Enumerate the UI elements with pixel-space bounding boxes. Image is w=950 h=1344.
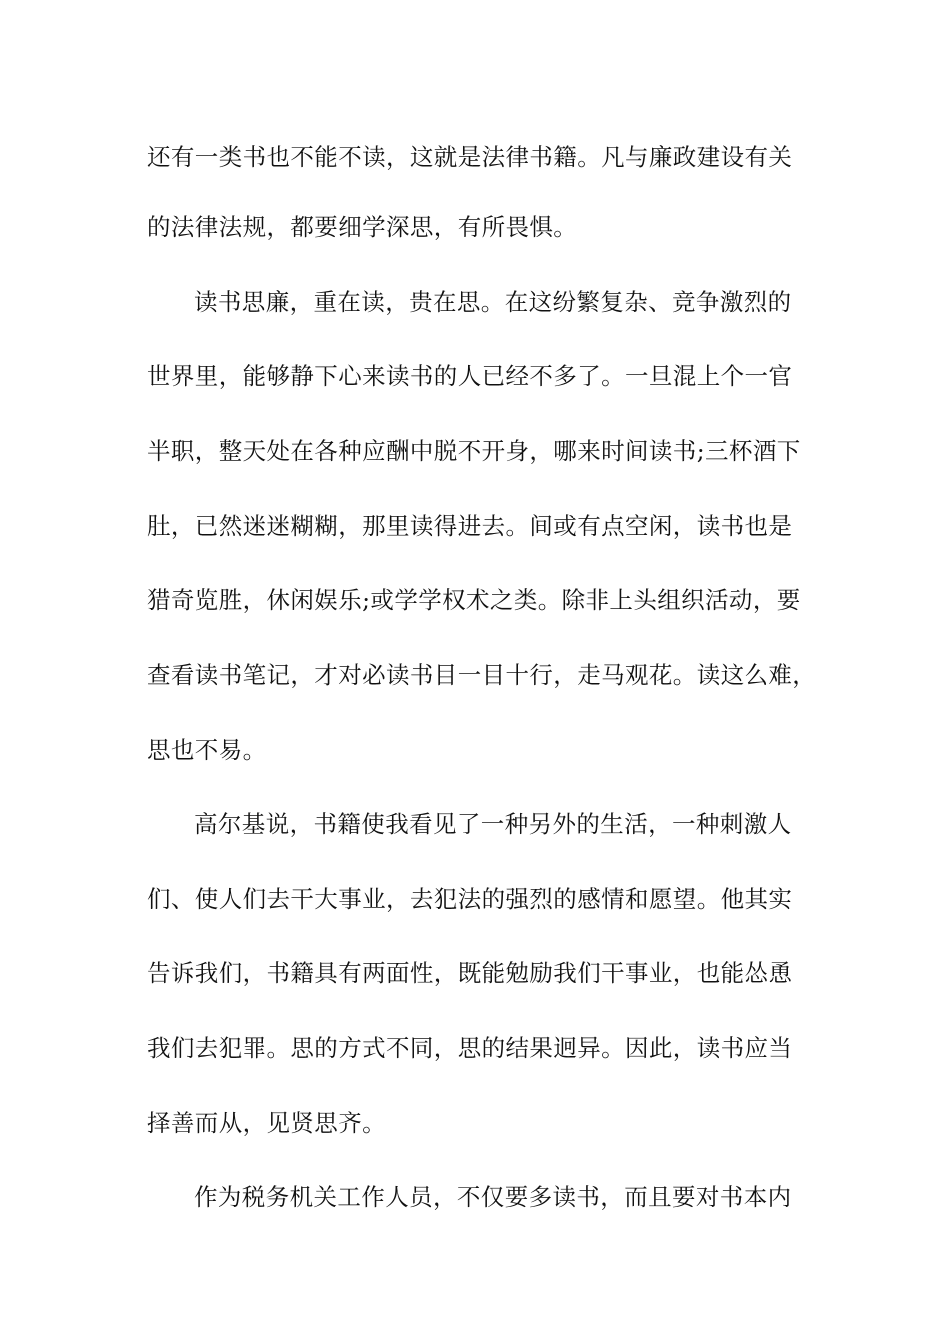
text-line: 半职，整天处在各种应酬中脱不开身，哪来时间读书;三杯酒下 [147, 437, 801, 465]
text-line: 的法律法规，都要细学深思，有所畏惧。 [147, 213, 578, 241]
text-line: 我们去犯罪。思的方式不同，思的结果迥异。因此，读书应当 [147, 1034, 793, 1062]
text-line: 们、使人们去干大事业，去犯法的强烈的感情和愿望。他其实 [147, 885, 793, 913]
paragraph-first-line: 读书思廉，重在读，贵在思。在这纷繁复杂、竞争激烈的 [194, 288, 792, 316]
paragraph-first-line: 高尔基说，书籍使我看见了一种另外的生活，一种刺激人 [194, 810, 792, 838]
paragraph-first-line: 作为税务机关工作人员，不仅要多读书，而且要对书本内 [194, 1183, 792, 1211]
text-line: 世界里，能够静下心来读书的人已经不多了。一旦混上个一官 [147, 362, 793, 390]
text-line: 猎奇览胜，休闲娱乐;或学学权术之类。除非上头组织活动，要 [147, 586, 801, 614]
text-line: 择善而从，见贤思齐。 [147, 1109, 386, 1137]
text-line: 查看读书笔记，才对必读书目一目十行，走马观花。读这么难， [147, 661, 817, 689]
text-line: 还有一类书也不能不读，这就是法律书籍。凡与廉政建设有关 [147, 143, 793, 171]
text-line: 肚，已然迷迷糊糊，那里读得进去。间或有点空闲，读书也是 [147, 512, 793, 540]
text-line: 思也不易。 [147, 736, 267, 764]
text-line: 告诉我们，书籍具有两面性，既能勉励我们干事业，也能怂恿 [147, 959, 793, 987]
